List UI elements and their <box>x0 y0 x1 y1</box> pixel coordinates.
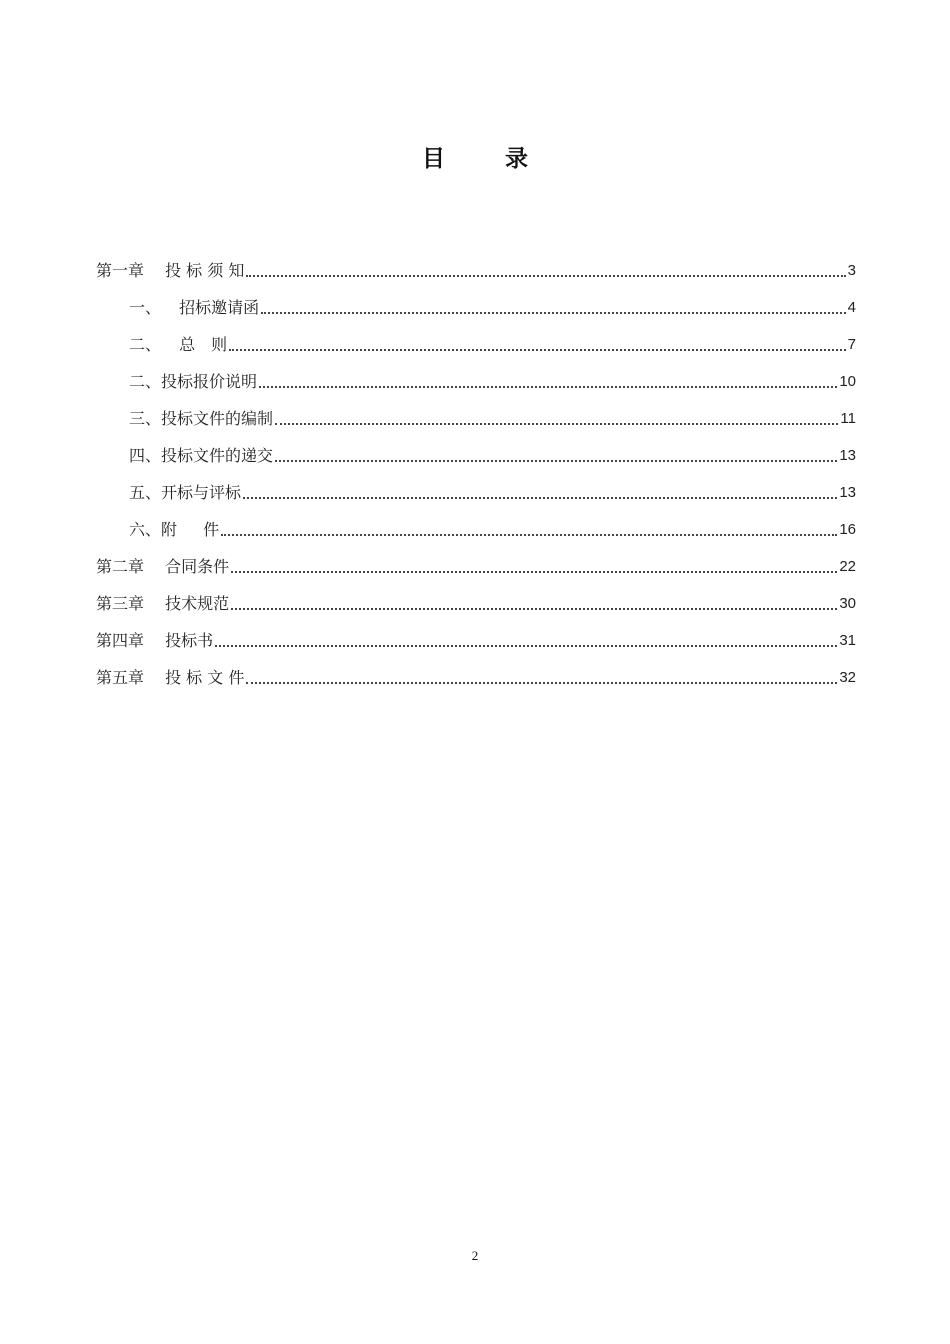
toc-entry-label: 三、投标文件的编制 <box>129 409 274 428</box>
toc-entry-label: 五、开标与评标 <box>129 483 242 502</box>
toc-entry-page: 3 <box>847 262 856 279</box>
toc-entry[interactable] <box>96 659 856 696</box>
toc-entry[interactable] <box>96 252 856 289</box>
toc-leader-dots <box>275 423 838 425</box>
toc-entry[interactable] <box>96 437 856 474</box>
toc-entry-label: 第四章 投标书 <box>96 631 214 650</box>
toc-entry[interactable] <box>96 326 856 363</box>
toc-leader-dots <box>246 275 845 277</box>
toc-entry-page: 4 <box>847 299 856 316</box>
toc-entry[interactable] <box>96 511 856 548</box>
toc-entry-page: 10 <box>839 373 856 390</box>
toc-entry-label: 第三章 技术规范 <box>96 594 230 613</box>
toc-title: 目 录 <box>421 146 554 172</box>
toc-leader-dots <box>246 682 837 684</box>
toc-entry-page: 11 <box>840 410 856 427</box>
toc-entry-label: 一、 招标邀请函 <box>129 298 260 317</box>
page-number: 2 <box>471 1248 479 1263</box>
toc-entry-page: 7 <box>847 336 856 353</box>
toc-leader-dots <box>259 386 837 388</box>
toc-entry[interactable] <box>96 548 856 585</box>
toc-leader-dots <box>231 571 837 573</box>
toc-entry-page: 32 <box>839 669 856 686</box>
toc-entry[interactable] <box>96 474 856 511</box>
toc-entry-page: 22 <box>839 558 856 575</box>
toc-leader-dots <box>231 608 837 610</box>
toc-entry-label: 第五章 投 标 文 件 <box>96 668 245 687</box>
toc-entry-page: 30 <box>839 595 856 612</box>
toc-entry[interactable] <box>96 622 856 659</box>
toc-entry-label: 四、投标文件的递交 <box>129 446 274 465</box>
toc-entry-page: 13 <box>839 484 856 501</box>
toc-entry[interactable] <box>96 289 856 326</box>
toc-entry[interactable] <box>96 363 856 400</box>
toc-entry-label: 第二章 合同条件 <box>96 557 230 576</box>
toc-entry-page: 13 <box>839 447 856 464</box>
toc-entry-label: 六、附 件 <box>129 520 220 539</box>
toc-leader-dots <box>221 534 837 536</box>
toc-entry[interactable] <box>96 400 856 437</box>
table-of-contents <box>96 252 856 696</box>
toc-leader-dots <box>215 645 837 647</box>
toc-entry-page: 16 <box>839 521 856 538</box>
toc-entry-label: 二、投标报价说明 <box>129 372 258 391</box>
toc-entry[interactable] <box>96 585 856 622</box>
toc-leader-dots <box>243 497 837 499</box>
toc-leader-dots <box>261 312 845 314</box>
toc-leader-dots <box>275 460 837 462</box>
toc-entry-label: 二、 总 则 <box>129 335 228 354</box>
toc-entry-label: 第一章 投 标 须 知 <box>96 261 245 280</box>
toc-leader-dots <box>229 349 845 351</box>
toc-entry-page: 31 <box>839 632 856 649</box>
